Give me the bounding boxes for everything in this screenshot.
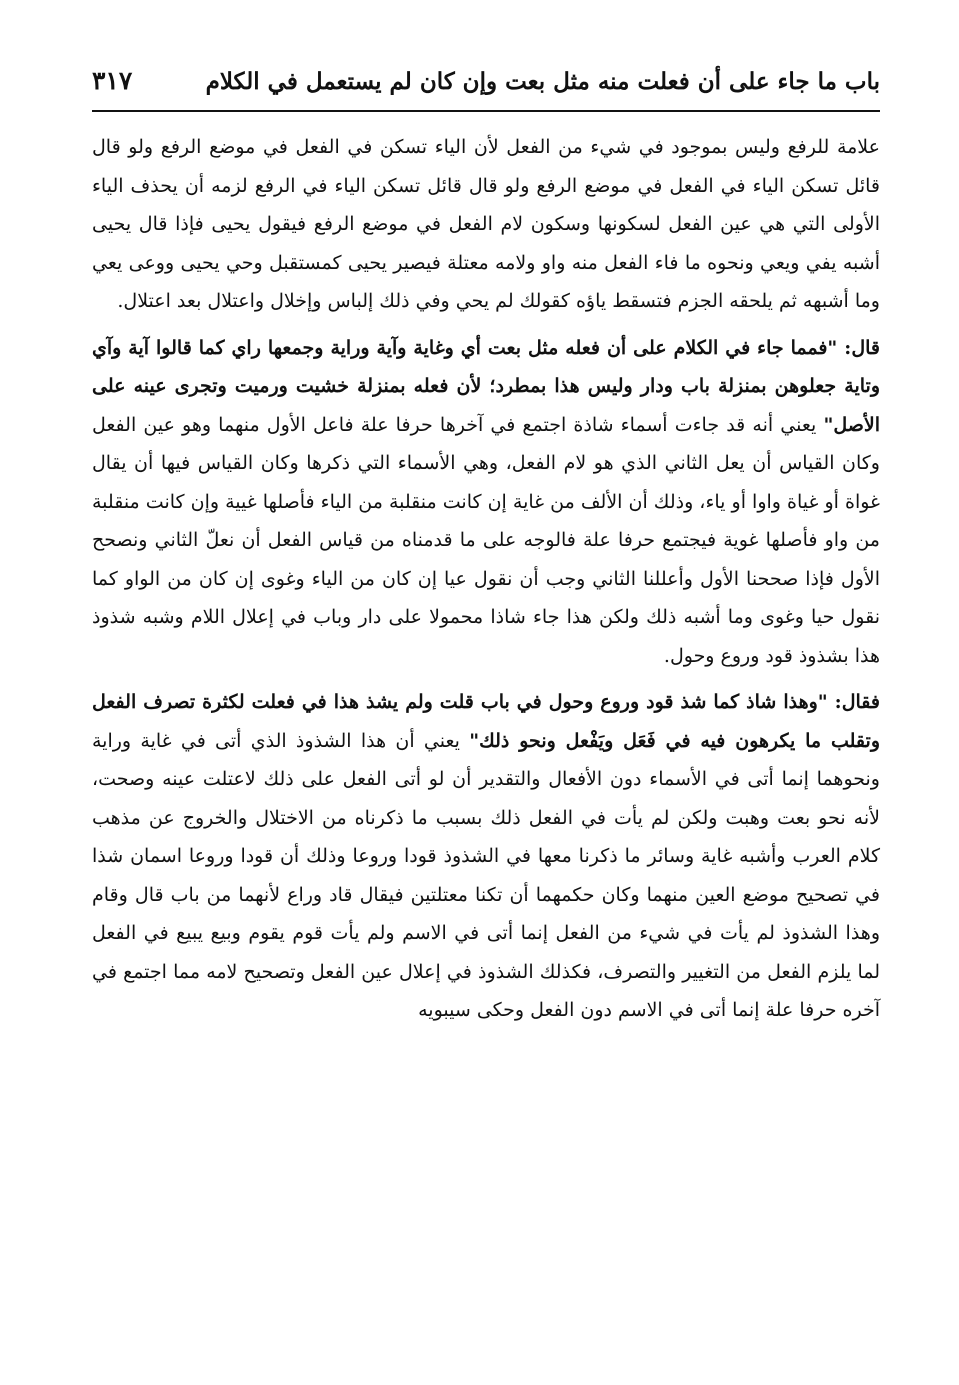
header-rule	[92, 110, 880, 112]
paragraph-text: يعني أن هذا الشذوذ الذي أتى في غاية وراية ونحوهما إنما أتى في الأسماء دون الأفعال والتقدير أن لو أتى الفعل على ذلك لاعتلت عينه وصحت، لأنه نحو بعت وهبت ولكن لم يأت في الفعل ذلك بسبب ما ذكرناه من الاختلال والخروج عن مذهب كلام العرب وأشبه غاية وسائر ما ذكرنا معها في الشذوذ قودا وروعا وذلك أن قودا وروعا اسمان شذا في تصحيح موضع العين منهما وكان حكمهما أن تكنا معتلتين فيقال قاد وراع لأنهما من باب قال وقام وهذا الشذوذ لم يأت في شيء من الفعل إنما أتى في الاسم ولم يأت قوم يقوم وبيع يبيع في الفعل لما يلزم الفعل من التغيير والتصرف، فكذلك الشذوذ في إعلال عين الفعل وتصحيح لامه مما اجتمع في آخره حرفا علة إنما أتى في الاسم دون الفعل وحكى سيبويه	[92, 729, 880, 1021]
paragraph	[92, 683, 880, 1030]
running-title: باب ما جاء على أن فعلت منه مثل بعت وإن كان لم يستعمل في الكلام	[205, 68, 880, 95]
page-header	[92, 58, 880, 112]
paragraph-lead: قال:	[837, 336, 880, 359]
paragraph-text: علامة للرفع وليس بموجود في شيء من الفعل لأن الياء تسكن في الفعل في موضع الرفع ولو قال قائل تسكن الياء في الفعل في موضع الرفع ولو قال قائل تسكن الياء في الرفع لزمه أن يحذف الياء الأولى التي هي عين الفعل لسكونها وسكون لام الفعل في موضع الرفع فيقول يحيى فإذا قال يحيى أشبه يفي ويعي ونحوه ما فاء الفعل منه واو ولامه معتلة فيصير يحيى كمستقبل وحي يحيى ووعى يعي وما أشبهه ثم يلحقه الجزم فتسقط ياؤه كقولك لم يحي وفي ذلك إلباس وإخلال واعتلال بعد اعتلال.	[92, 136, 880, 312]
paragraph	[92, 128, 880, 321]
paragraph-lead: فقال:	[827, 691, 880, 713]
paragraph-text: يعني أنه قد جاءت أسماء شاذة اجتمع في آخرها حرفا علة فاعل الأول منهما وهو عين الفعل وكان القياس أن يعل الثاني الذي هو لام الفعل، وهي الأسماء التي ذكرها وكان القياس فيها أن يقال غواة أو غياة واوا أو ياء، وذلك أن الألف من غاية إن كانت منقلبة من الياء فأصلها غيية وإن كانت منقلبة من واو فأصلها غوية فيجتمع حرفا علة فالوجه على ما قدمناه من قياس الفعل أن نعلّ الثاني ونصحح الأول فإذا صححنا الأول وأعللنا الثاني وجب أن نقول عيا إن كان من الياء وغوى إن كان من الواو كما نقول حيا وغوى وما أشبه ذلك ولكن هذا جاء شاذا محمولا على دار وباب في إعلال اللام وشبه شذوذ هذا بشذوذ قود وروع وحول.	[92, 413, 880, 667]
paragraph	[92, 329, 880, 676]
page-number: ٣١٧	[92, 66, 133, 95]
quoted-text: "وهذا شاذ كما شذ قود وروع وحول في باب قلت ولم يشذ هذا في فعلت لكثرة تصرف الفعل وتقلب ما يكرهون فيه في فَعَل ويَفْعل ونحو ذلك"	[92, 691, 880, 752]
page-body	[92, 128, 880, 1030]
quoted-text: "فمما جاء في الكلام على أن فعله مثل بعت أي وغاية وآية وراية وجمعها راي كما قالوا آية وآي وتاية جعلوهن بمنزلة باب ودار وليس هذا بمطرد؛ لأن فعله بمنزلة خشيت ورميت وتجرى عينه على الأصل"	[92, 336, 880, 436]
